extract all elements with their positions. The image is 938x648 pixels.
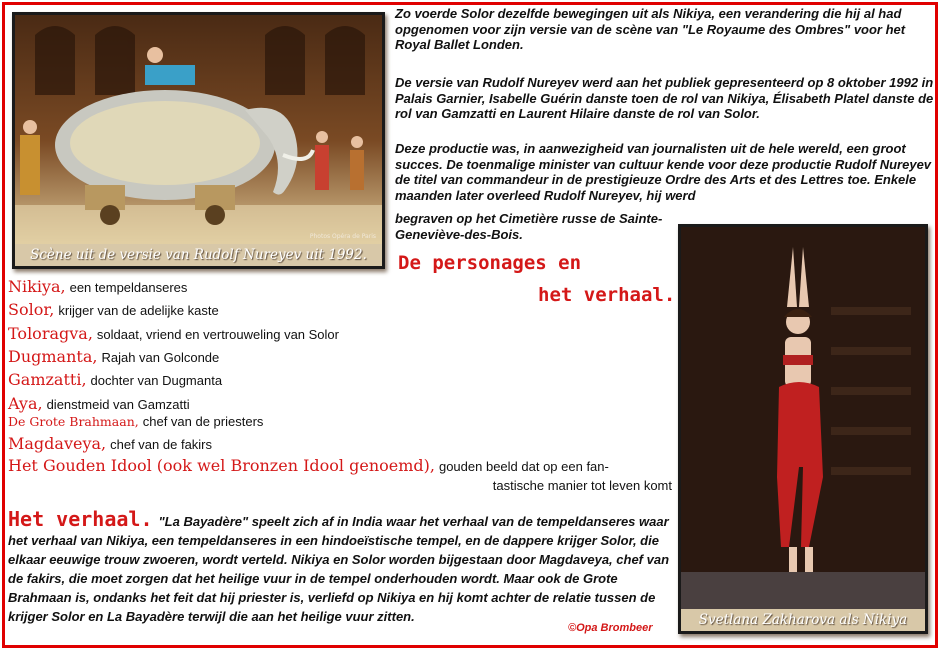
story-text: "La Bayadère" speelt zich af in India waar het verhaal van de tempeldanseres waar het verhaal van Nikiya, een tempeldanseres in een hindoeïstische tempel, en de dappere krijger Solor, die elkaar eeuwige trouw zwoeren, wordt verteld. Nikiya en Solor worden bijgestaan door Magdaveya, chef van de fakirs, die moet zorgen dat het heilige vuur in de tempel onderhouden wordt. Maar ook de Grote Brahmaan is, ondanks het feit dat hij priester is, verliefd op Nikiya en hij komt achter de relatie tussen de krijger Solor en La Bayadère terwijl die aan het heilige vuur zitten. xyxy=(8,514,670,624)
ballet-scene-image xyxy=(15,15,382,244)
character-description: dochter van Dugmanta xyxy=(90,373,223,388)
intro-paragraph-3-end: begraven op het Cimetière russe de Sainte-Geneviève-des-Bois. xyxy=(395,211,663,242)
character-description: chef van de priesters xyxy=(142,414,264,429)
character-item xyxy=(8,456,609,475)
story-heading: Het verhaal. xyxy=(8,507,153,531)
character-item xyxy=(8,414,263,429)
intro-paragraph-3: Deze productie was, in aanwezigheid van journalisten uit de hele wereld, een groot succes. De toenmalige minister van cultuur kende voor deze productie Rudolf Nureyev de titel van commandeur in de prestigieuze Ordre des Arts et des Lettres toe. Enkele maanden later overleed Rudolf Nureyev, hij werd xyxy=(395,141,932,203)
character-item xyxy=(8,394,190,413)
photo-caption: Scène uit de versie van Rudolf Nureyev uit 1992. xyxy=(15,244,382,266)
copyright-signature: ©Opa Brombeer xyxy=(568,622,653,634)
character-description: soldaat, vriend en vertrouweling van Solor xyxy=(96,327,339,342)
character-item xyxy=(8,324,339,343)
character-item xyxy=(8,277,187,296)
photo-credit: Photos Opéra de Paris xyxy=(309,233,376,240)
character-name: Toloragva, xyxy=(8,324,93,343)
intro-paragraph-1: Zo voerde Solor dezelfde bewegingen uit als Nikiya, een verandering die hij al had opgenomen voor zijn versie van de scène van "Le Royaume des Ombres" voor het Royal Ballet Londen. xyxy=(395,6,906,53)
character-name: Solor, xyxy=(8,300,55,319)
character-name: Dugmanta, xyxy=(8,347,98,366)
character-description: dienstmeid van Gamzatti xyxy=(46,397,190,412)
ballet-scene-photo xyxy=(12,12,385,269)
character-item xyxy=(8,434,212,453)
characters-heading-line-2: het verhaal. xyxy=(538,284,676,306)
character-name: De Grote Brahmaan, xyxy=(8,414,139,429)
dancer-image xyxy=(681,227,925,609)
character-item xyxy=(8,370,222,389)
intro-paragraph-2: De versie van Rudolf Nureyev werd aan het publiek gepresenteerd op 8 oktober 1992 in Palais Garnier, Isabelle Guérin danste toen de rol van Nikiya, Élisabeth Platel danste de rol van Gamzatti en Laurent Hilaire danste de rol van Solor. xyxy=(395,75,934,122)
character-name: Magdaveya, xyxy=(8,434,107,453)
character-name: Nikiya, xyxy=(8,277,66,296)
character-description: een tempeldanseres xyxy=(69,280,188,295)
elephant-scene-illustration xyxy=(15,15,382,244)
dancer-illustration xyxy=(681,227,925,609)
characters-heading-line-1: De personages en xyxy=(398,252,582,274)
photo-caption: Svetlana Zakharova als Nikiya xyxy=(681,609,925,631)
character-item xyxy=(8,347,219,366)
story-paragraph xyxy=(8,507,678,626)
character-description: chef van de fakirs xyxy=(110,437,213,452)
character-name: Het Gouden Idool (ook wel Bronzen Idool genoemd), xyxy=(8,456,435,475)
character-description-continued: tastische manier tot leven komt xyxy=(492,478,672,493)
character-description: Rajah van Golconde xyxy=(101,350,220,365)
character-item xyxy=(8,300,219,319)
dancer-photo xyxy=(678,224,928,634)
character-name: Aya, xyxy=(8,394,43,413)
character-description: gouden beeld dat op een fan- xyxy=(438,459,609,474)
character-description: krijger van de adelijke kaste xyxy=(58,303,219,318)
character-name: Gamzatti, xyxy=(8,370,87,389)
